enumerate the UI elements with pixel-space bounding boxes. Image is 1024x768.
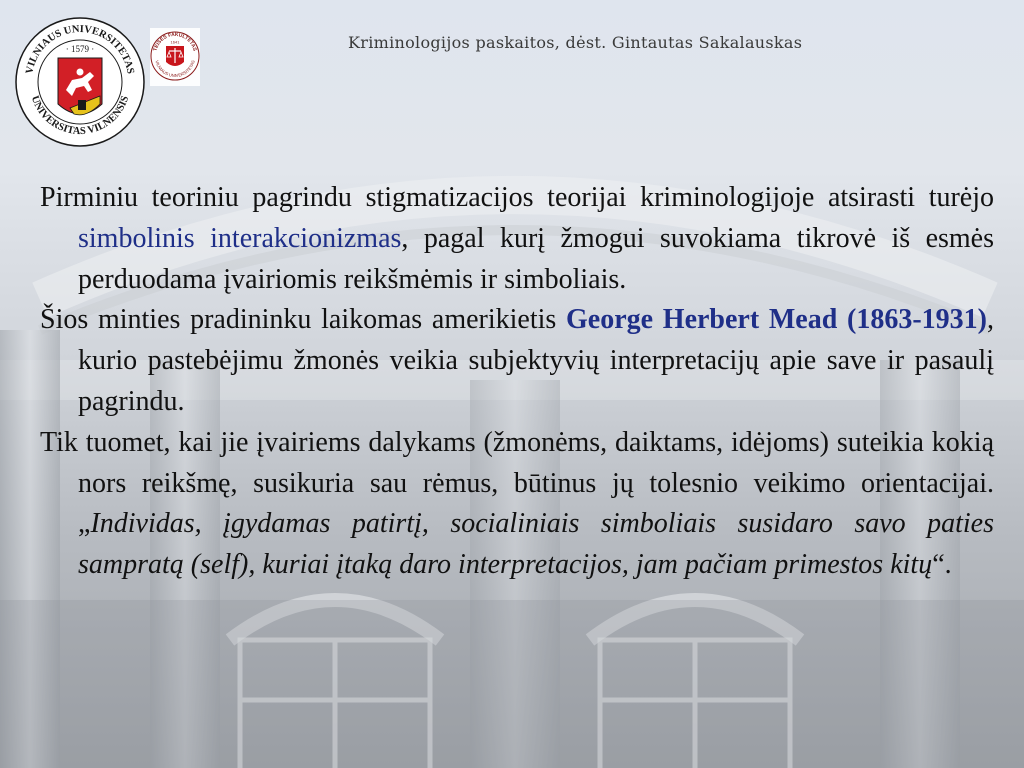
vu-logo-top-text: VILNIAUS UNIVERSITETAS	[24, 23, 136, 75]
paragraph-mead: Šios minties pradininku laikomas amerikietis George Herbert Mead (1863-1931), kurio pastebėjimu žmonės veikia subjektyvių interpretacijų apie save ir pasaulį pagrindu.	[40, 304, 994, 417]
name-george-herbert-mead: George Herbert Mead (1863-1931)	[566, 304, 987, 336]
paragraph-symbolic-interactionism: Pirminiu teoriniu pagrindu stigmatizacijos teorijai kriminologijoje atsirasti turėjo simbolinis interakcionizmas, pagal kurį žmogui suvokiama tikrovė iš esmės perduodama įvairiomis reikšmėmis ir simboliais.	[40, 182, 994, 295]
vu-logo-bottom-text: UNIVERSITAS VILNENSIS	[28, 94, 132, 138]
quote-individual: Individas, įgydamas patirtį, socialiniais simboliais susidaro savo paties sampratą (self), kuriai įtaką daro interpretacijos, jam pačiam primestos kitų	[78, 508, 994, 581]
paragraph-meaning: Tik tuomet, kai jie įvairiems dalykams (žmonėms, daiktams, idėjoms) suteikia kokią nors reikšmę, susikuria sau rėmus, būtinus jų tolesnio veikimo orientacijai. „Individas, įgydamas patirtį, socialiniais simboliais susidaro savo paties sampratą (self), kuriai įtaką daro interpretacijos, jam pačiam primestos kitų“.	[40, 426, 994, 581]
term-symbolic-interactionism: simbolinis interakcionizmas	[78, 222, 402, 254]
vilnius-university-logo	[14, 12, 146, 152]
tf-logo-year: 1641	[170, 39, 180, 45]
tf-logo-top-text: TEISĖS FAKULTETAS	[152, 31, 198, 52]
law-faculty-logo	[150, 28, 200, 86]
slide-header: Kriminologijos paskaitos, dėst. Gintautas Sakalauskas	[348, 33, 803, 52]
vu-logo-year: 1579	[71, 44, 89, 54]
slide-body	[40, 178, 994, 586]
svg-text:· 1579 ·: · 1579 ·	[65, 44, 95, 54]
tf-logo-bottom-text: VILNIAUS UNIVERSITETAS	[154, 59, 196, 79]
